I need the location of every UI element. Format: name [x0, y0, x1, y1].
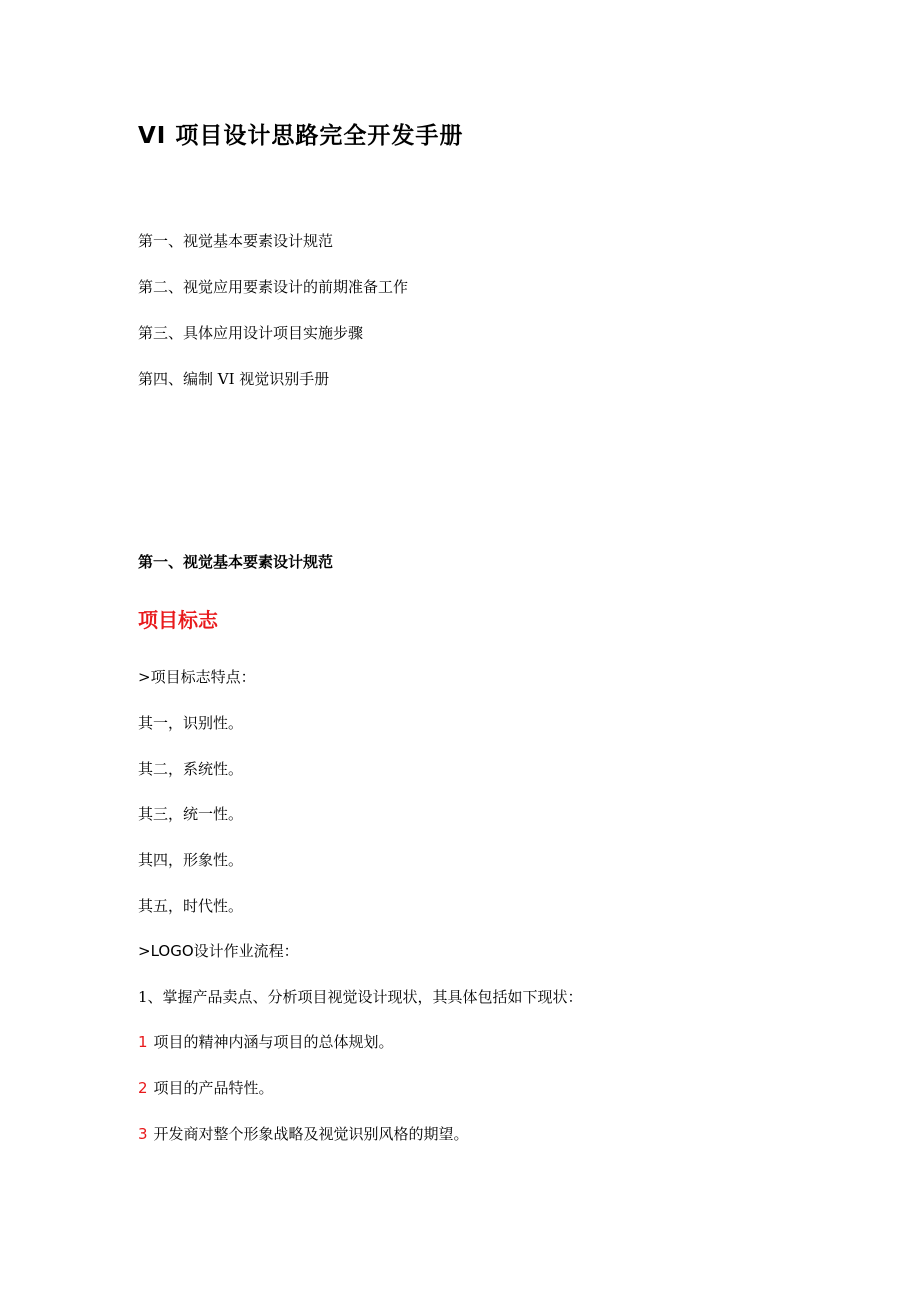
sub-item-number: 3 [138, 1125, 148, 1143]
feature-item-5: 其五，时代性。 [138, 897, 244, 915]
toc-item-3: 第三、具体应用设计项目实施步骤 [138, 324, 364, 342]
sub-item-number: 2 [138, 1079, 148, 1097]
feature-item-4: 其四，形象性。 [138, 851, 244, 869]
feature-item-2: 其二，系统性。 [138, 760, 244, 778]
toc-item-2: 第二、视觉应用要素设计的前期准备工作 [138, 278, 409, 296]
features-label: >项目标志特点： [138, 668, 256, 686]
toc-item-4: 第四、编制 VI 视觉识别手册 [138, 370, 330, 388]
document-title: VI 项目设计思路完全开发手册 [138, 123, 464, 149]
sub-item-text: 项目的精神内涵与项目的总体规划。 [153, 1033, 394, 1051]
sub-item-text: 项目的产品特性。 [153, 1079, 274, 1097]
workflow-step-1: 1、掌握产品卖点、分析项目视觉设计现状，其具体包括如下现状： [138, 988, 583, 1006]
feature-item-1: 其一，识别性。 [138, 714, 244, 732]
sub-item-3 [138, 1123, 469, 1145]
workflow-label-suffix: 设计作业流程： [193, 942, 299, 960]
workflow-label [138, 940, 299, 962]
sub-item-number: 1 [138, 1033, 148, 1051]
toc-item-1: 第一、视觉基本要素设计规范 [138, 232, 334, 250]
sub-item-2 [138, 1077, 274, 1099]
section-heading: 项目标志 [138, 608, 218, 632]
workflow-label-prefix: >LOGO [138, 942, 194, 960]
sub-item-text: 开发商对整个形象战略及视觉识别风格的期望。 [153, 1125, 469, 1143]
section-title: 第一、视觉基本要素设计规范 [138, 553, 334, 571]
feature-item-3: 其三，统一性。 [138, 805, 244, 823]
sub-item-1 [138, 1031, 394, 1053]
